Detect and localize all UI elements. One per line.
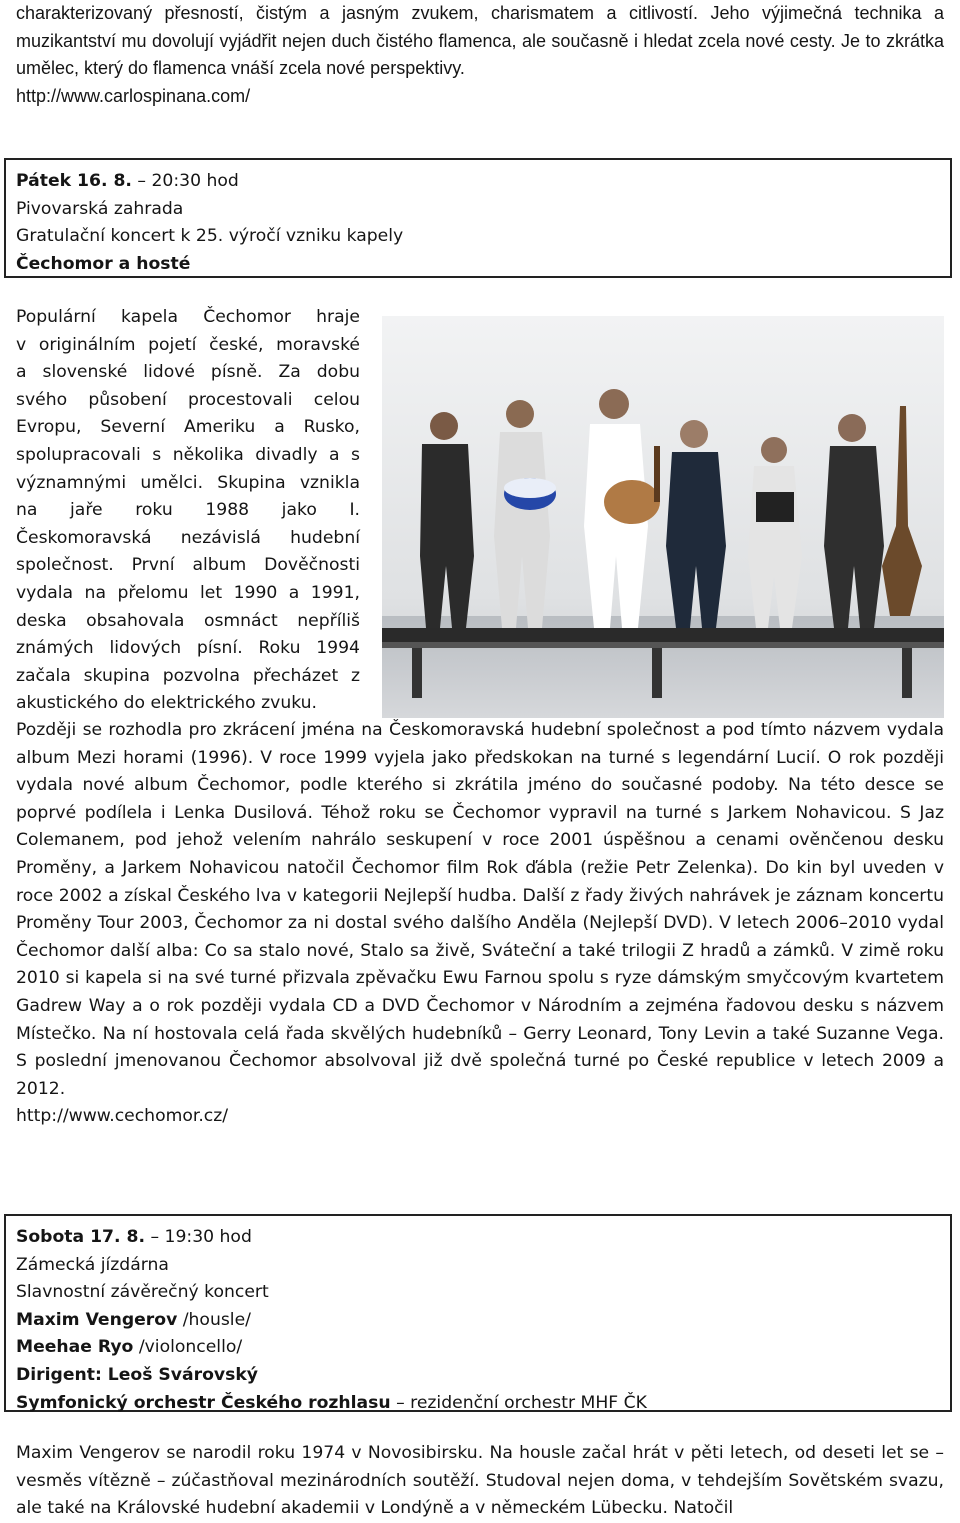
event-box-saturday <box>4 1214 952 1412</box>
blurb-line: společnost. První album Dověčnosti <box>16 555 360 576</box>
cechomor-blurb <box>16 304 360 718</box>
blurb-line: významnými umělci. Skupina vznikla <box>16 472 360 493</box>
event-performer: Čechomor a hosté <box>16 253 191 274</box>
intro-text: charakterizovaný přesností, čistým a jasným zvukem, charismatem a citlivostí. Jeho výjimečná technika a muzikantství mu dovolují vyjádřit nejen duch čistého flamenca, ale současně i hledat zcela nové cesty. Je to zkrátka umělec, který do flamenca vnáší zcela nové perspektivy. <box>16 3 944 78</box>
blurb-line: vydala na přelomu let 1990 a 1991, <box>16 582 360 603</box>
blurb-line: na jaře roku 1988 jako I. <box>16 500 360 521</box>
event-time: – 20:30 hod <box>131 171 239 191</box>
event-venue: Pivovarská zahrada <box>16 198 184 219</box>
event-date: Sobota 17. 8. <box>16 1227 146 1247</box>
orchestra: Symfonický orchestr Českého rozhlasu – rezidenční orchestr MHF ČK <box>16 1392 647 1413</box>
blurb-line: Evropu, Severní Ameriku a Rusko, <box>16 417 360 438</box>
event-date-line <box>16 1224 940 1252</box>
blurb-line: v originálním pojetí české, moravské <box>16 334 360 355</box>
event-box-friday <box>4 158 952 278</box>
blurb-line: a slovenské lidové písně. Za dobu <box>16 362 360 383</box>
event-time: – 19:30 hod <box>145 1227 252 1247</box>
soloist-violin: Maxim Vengerov /housle/ <box>16 1309 251 1330</box>
event-date-line <box>16 168 940 196</box>
blurb-line: známých lidových písní. Roku 1994 <box>16 638 360 659</box>
event-title: Gratulační koncert k 25. výročí vzniku kapely <box>16 226 404 247</box>
cechomor-history-text: Později se rozhodla pro zkrácení jména na Českomoravská hudební společnost a pod tímto názvem vydala album Mezi horami (1996). V roce 1999 vyjela jako předskokan na turné s legendární Lucií. O rok později vydala nové album Čechomor, podle kterého si zkrátila jméno do současné podoby. Na této desce se poprvé podílela i Lenka Dusilová. Téhož roku se Čechomor vypravil na turné s Jarkem Nohavicou. S Jaz Colemanem, pod jehož velením nahrálo seskupení v roce 2001 úspěšnou a cenami ověnčenou desku Proměny, a Jarkem Nohavicou natočil Čechomor film Rok ďábla (režie Petr Zelenka). Do kin byl uveden v roce 2002 a získal Českého lva v kategorii Nejlepší hudba. Další z řady živých nahrávek je záznam koncertu Proměny Tour 2003, Čechomor za ni dostal svého dalšího Anděla (Nejlepší DVD). V letech 2006–2010 vydal Čechomor další alba: Co sa stalo nové, Stalo sa živě, Sváteční a také trilogii Z hradů a zámků. V zimě roku 2010 si kapela si na své turné přizvala zpěvačku Ewu Farnou spolu s ryze dámským smyčcovým kvartetem Gadrew Way a o rok později vydala CD a DVD Čechomor v Národním a zejména řadovou desku s názvem Místečko. Na ní hostovala celá řada skvělých hudebníků – Gerry Leonard, Tony Levin a také Suzanne Vega. S poslední jmenovanou Čechomor absolvoval již dvě společná turné po České republice v letech 2009 a 2012. <box>16 720 944 1099</box>
blurb-line: Populární kapela Čechomor hraje <box>16 307 360 327</box>
blurb-line: Českomoravská nezávislá hudební <box>16 527 360 548</box>
blurb-line: začala skupina pozvolna přecházet z <box>16 665 360 686</box>
carlospinana-link[interactable]: http://www.carlospinana.com/ <box>16 85 251 106</box>
blurb-line: svého působení procestovali celou <box>16 389 360 410</box>
vengerov-text: Maxim Vengerov se narodil roku 1974 v Novosibirsku. Na housle začal hrát v pěti letech, od deseti let se – vesměs vítězně – zúčastňoval mezinárodních soutěží. Studoval nejen doma, v tehdejším Sovětském svazu, ale také na Královské hudební akademii v Londýně a v německém Lübecku. Natočil <box>16 1443 944 1519</box>
cechomor-continuation <box>16 717 944 1131</box>
soloist-cello: Meehae Ryo /violoncello/ <box>16 1337 243 1358</box>
blurb-line: akustického do elektrického zvuku. <box>16 693 318 714</box>
event-date: Pátek 16. 8. <box>16 171 132 191</box>
blurb-line: deska obsahovala osmnáct nepříliš <box>16 610 360 631</box>
vengerov-bio <box>16 1440 944 1523</box>
band-photo <box>382 316 944 718</box>
cechomor-link[interactable]: http://www.cechomor.cz/ <box>16 1106 229 1127</box>
event-venue: Zámecká jízdárna <box>16 1254 169 1275</box>
conductor: Dirigent: Leoš Svárovský <box>16 1364 258 1385</box>
blurb-line: spolupracovali s několika divadly a s <box>16 444 360 465</box>
event-title: Slavnostní závěrečný koncert <box>16 1282 269 1303</box>
intro-paragraph <box>16 0 944 110</box>
